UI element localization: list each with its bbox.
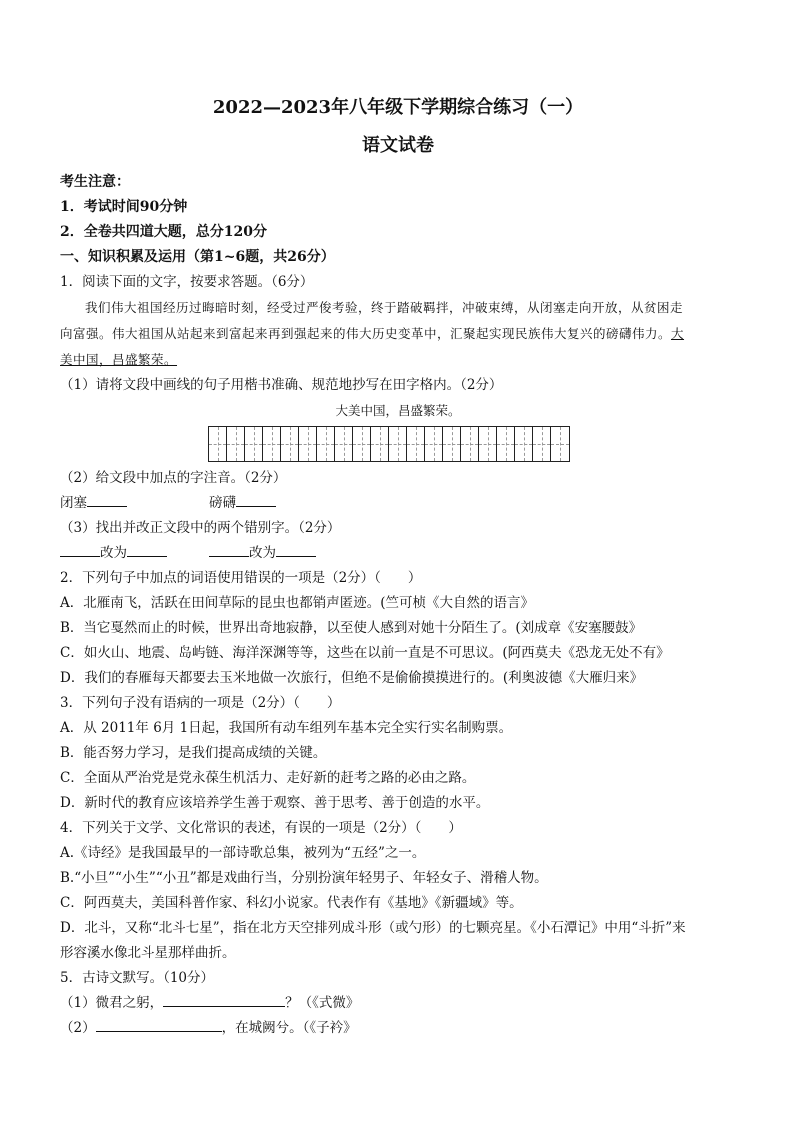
- grid-label: 大美中国，昌盛繁荣。: [335, 403, 461, 418]
- option-line: A.《诗经》是我国最早的一部诗歌总集，被列为“五经”之一。: [60, 845, 426, 861]
- word-label: 闭塞: [60, 495, 87, 511]
- notice-item: 1．考试时间90分钟: [60, 199, 188, 215]
- passage-line: 我们伟大祖国经历过晦暗时刻，经受过严俊考验，终于踏破羁拌，冲破束缚，从闭塞走向开放，从贫困走: [85, 300, 684, 315]
- option-line: D．我们的春雁每天都要去玉米地做一次旅行，但绝不是偷偷摸摸进行的。(利奥波德《大雁归来》: [60, 670, 644, 686]
- grid-cell[interactable]: [263, 427, 281, 461]
- option-line: D．北斗，又称“北斗七星”，指在北方天空排列成斗形（或勺形）的七颗亮星。《小石潭记》中用“斗折”来: [60, 920, 686, 936]
- question-stem: 4．下列关于文学、文化常识的表述，有误的一项是（2分）（ ）: [60, 820, 462, 836]
- option-line: B．能否努力学习，是我们提高成绩的关键。: [60, 745, 327, 761]
- change-label: 改为: [249, 545, 276, 561]
- tian-zi-grid[interactable]: [208, 426, 570, 462]
- sub-question: （1）请将文段中画线的句子用楷书准确、规范地抄写在田字格内。（2分）: [60, 377, 503, 393]
- option-line: D．新时代的教育应该培养学生善于观察、善于思考、善于创造的水平。: [60, 795, 490, 811]
- option-line: 形容溪水像北斗星那样曲折。: [60, 945, 236, 961]
- answer-blank[interactable]: [60, 541, 100, 557]
- answer-blank[interactable]: [209, 541, 249, 557]
- question-stem: 3．下列句子没有语病的一项是（2分）（ ）: [60, 695, 341, 711]
- answer-blank[interactable]: [163, 991, 285, 1007]
- grid-cell[interactable]: [281, 427, 299, 461]
- exam-page: [60, 96, 736, 1041]
- recitation-prefix: （2）: [60, 1020, 96, 1036]
- grid-cell[interactable]: [245, 427, 263, 461]
- pinyin-answer-row: [60, 491, 736, 516]
- page-subtitle: 语文试卷: [362, 135, 434, 156]
- grid-cell[interactable]: [299, 427, 317, 461]
- recitation-suffix: ？（《式微》: [285, 995, 360, 1011]
- option-line: C．阿西莫夫，美国科普作家、科幻小说家。代表作有《基地》《新疆域》等。: [60, 895, 523, 911]
- page-title: 2022—2023年八年级下学期综合练习（一）: [212, 97, 584, 118]
- passage-text: 向富强。伟大祖国从站起来到富起来再到强起来的伟大历史变革中，汇聚起实现民族伟大复兴的磅礴伟力。: [60, 326, 672, 341]
- answer-blank[interactable]: [87, 491, 127, 507]
- grid-cell[interactable]: [497, 427, 515, 461]
- grid-cell[interactable]: [551, 427, 569, 461]
- sub-question: （3）找出并改正文段中的两个错别字。（2分）: [60, 520, 341, 536]
- grid-cell[interactable]: [515, 427, 533, 461]
- notice-item: 2．全卷共四道大题，总分120分: [60, 224, 267, 240]
- grid-cell[interactable]: [371, 427, 389, 461]
- option-line: B．当它戛然而止的时候，世界出奇地寂静，以至使人感到对她十分陌生了。(刘成章《安塞腰鼓》: [60, 620, 643, 636]
- answer-blank[interactable]: [236, 491, 276, 507]
- question-stem: 2．下列句子中加点的词语使用错误的一项是（2分）（ ）: [60, 570, 422, 586]
- change-label: 改为: [100, 545, 127, 561]
- grid-cell[interactable]: [461, 427, 479, 461]
- correction-answer-row: [60, 541, 736, 566]
- question-stem: 1．阅读下面的文字，按要求答题。（6分）: [60, 274, 314, 290]
- grid-cell[interactable]: [389, 427, 407, 461]
- section-heading: 一、知识积累及运用（第1~6题，共26分）: [60, 249, 335, 265]
- grid-cell[interactable]: [335, 427, 353, 461]
- passage-underlined: 大: [671, 326, 685, 341]
- grid-cell[interactable]: [425, 427, 443, 461]
- passage-line: [60, 321, 736, 347]
- sub-question: （2）给文段中加点的字注音。（2分）: [60, 470, 287, 486]
- grid-cell[interactable]: [227, 427, 245, 461]
- recitation-suffix: ，在城阙兮。（《子衿》: [221, 1020, 357, 1036]
- grid-cell[interactable]: [353, 427, 371, 461]
- word-label: 磅礴: [209, 495, 236, 511]
- grid-cell[interactable]: [209, 427, 227, 461]
- option-line: A．北雁南飞，活跃在田间草际的昆虫也都销声匿迹。(竺可桢《大自然的语言》: [60, 595, 535, 611]
- grid-cell[interactable]: [407, 427, 425, 461]
- passage-underlined: 美中国，昌盛繁荣。: [60, 352, 178, 367]
- option-line: C．如火山、地震、岛屿链、海洋深渊等等，这些在以前一直是不可思议。(阿西莫夫《恐龙无处不有》: [60, 645, 670, 661]
- passage-line: [60, 347, 736, 373]
- grid-cell[interactable]: [533, 427, 551, 461]
- option-line: B.“小旦”“小生”“小丑”都是戏曲行当，分别扮演年轻男子、年轻女子、滑稽人物。: [60, 870, 548, 886]
- answer-blank[interactable]: [127, 541, 167, 557]
- recitation-line: [60, 991, 736, 1016]
- answer-blank[interactable]: [96, 1016, 222, 1032]
- option-line: A．从 2011年 6月 1日起，我国所有动车组列车基本完全实行实名制购票。: [60, 720, 513, 736]
- recitation-line: [60, 1016, 736, 1041]
- notice-heading: 考生注意：: [60, 174, 130, 190]
- question-stem: 5．古诗文默写。（10分）: [60, 970, 215, 986]
- recitation-prefix: （1）微君之躬，: [60, 995, 164, 1011]
- grid-cell[interactable]: [317, 427, 335, 461]
- grid-cell[interactable]: [443, 427, 461, 461]
- option-line: C．全面从严治党是党永葆生机活力、走好新的赶考之路的必由之路。: [60, 770, 476, 786]
- answer-blank[interactable]: [276, 541, 316, 557]
- grid-cell[interactable]: [479, 427, 497, 461]
